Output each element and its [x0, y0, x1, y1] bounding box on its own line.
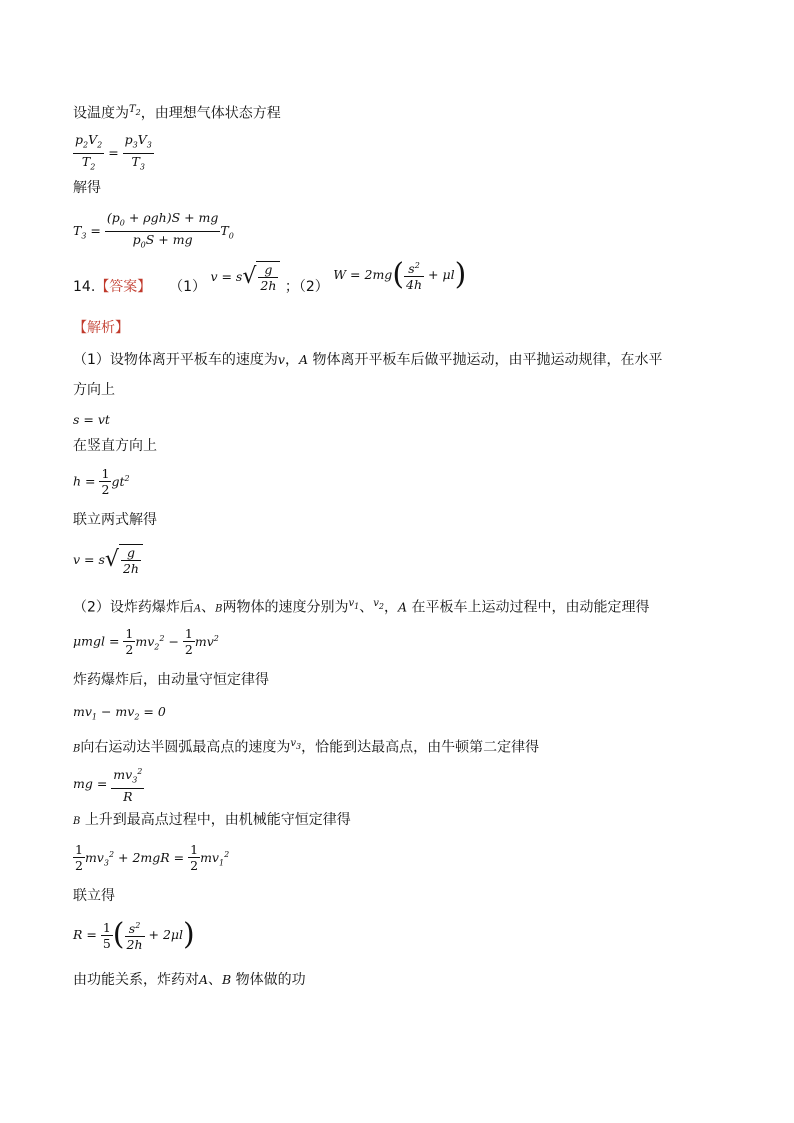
- text-line: 在竖直方向上: [73, 438, 157, 454]
- text-line: 联立两式解得: [73, 512, 157, 528]
- text-line: 由功能关系，炸药对A、B 物体做的功: [73, 972, 306, 988]
- text-line: 联立得: [73, 888, 115, 904]
- formula-s-vt: s = vt: [73, 412, 110, 427]
- formula-h: h = $\frac{1}{2}$ $gt^2$: [73, 466, 130, 497]
- text-line: 解得: [73, 180, 101, 196]
- formula-newton: mg = $\frac{mv_3^2}{R}$: [73, 764, 144, 804]
- text-line: B向右运动达半圆弧最高点的速度为$^{v_3}$，恰能到达最高点，由牛顿第二定律得: [73, 738, 540, 756]
- formula-momentum: $mv_1 - mv_2 = 0$: [73, 704, 166, 722]
- text-line: 设温度为$^{T_2}$，由理想气体状态方程: [73, 104, 281, 122]
- formula-gas-equation: $\frac{p_2V_2}{T_2}$ = $\frac{p_3V_3}{T_3}$: [75, 132, 152, 171]
- formula-v: v = s√ $\frac{g}{2h}$: [73, 544, 143, 576]
- text-line: （1）设物体离开平板车的速度为v，A 物体离开平板车后做平抛运动，由平抛运动规律，在水平: [73, 352, 663, 368]
- formula-t3: $T_3$ = $\frac{(p_0 + \rho gh)S + mg}{p_0S + mg}$ $T_0$: [73, 210, 234, 249]
- formula-work-energy: μmgl = $\frac{1}{2}$ $mv_2^2$ − $\frac{1}{2}$ $mv^2$: [73, 626, 219, 657]
- formula-r: R = $\frac{1}{5}$ ( $\frac{s^2}{2h}$ + 2μl): [73, 917, 195, 953]
- text-line: B 上升到最高点过程中，由机械能守恒定律得: [73, 812, 351, 828]
- formula-energy: $\frac{1}{2}$ $mv_3^2 + 2mgR$ = $\frac{1}{2}$ $mv_1^2$: [75, 842, 230, 873]
- text-line: 炸药爆炸后，由动量守恒定律得: [73, 672, 269, 688]
- text-line: 方向上: [73, 382, 115, 398]
- analysis-heading: 【解析】: [73, 320, 129, 336]
- question-14-answer: 14.【答案】 （1） v = s√ $\frac{g}{2h}$ ；（2） W = 2mg( $\frac{s^2}{4h}$ + μl): [73, 257, 467, 296]
- text-line: （2）设炸药爆炸后A、B两物体的速度分别为$^{v_1}$、$^{v_2}$，A 在平板车上运动过程中，由动能定理得: [73, 598, 650, 616]
